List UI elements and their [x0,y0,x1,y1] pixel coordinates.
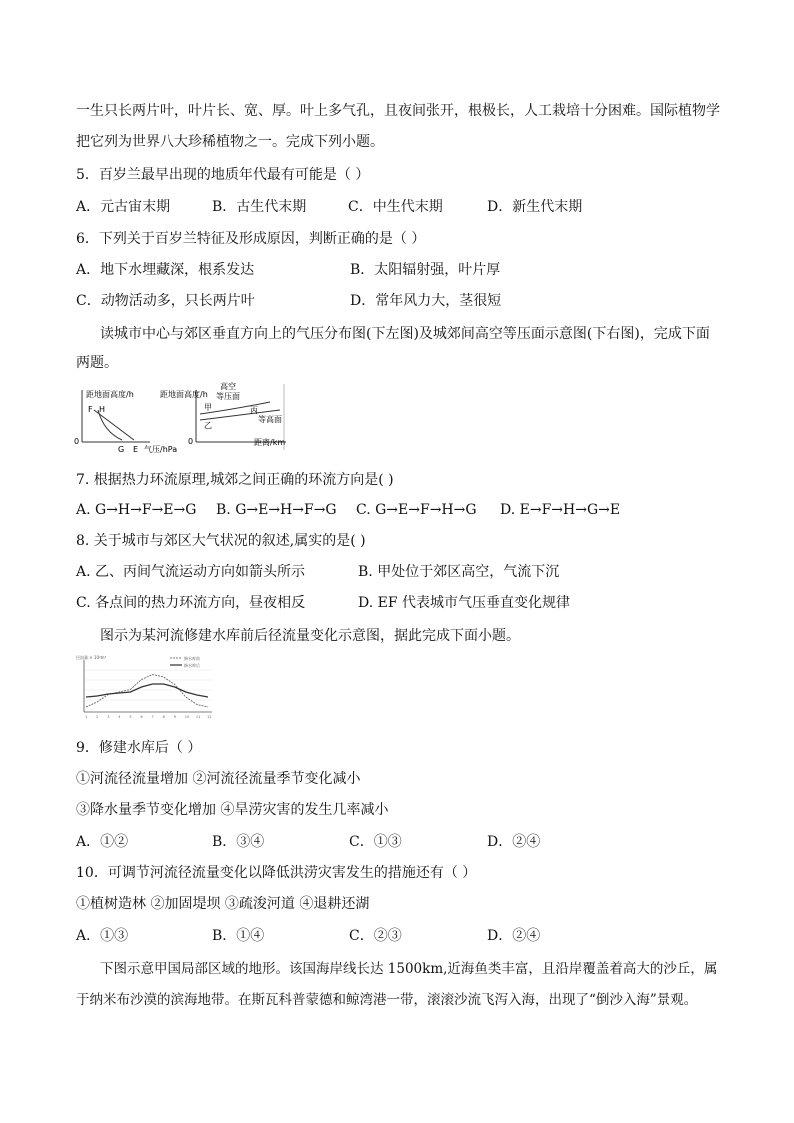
q5-option-b[interactable]: B．古生代末期 [212,199,307,215]
q8-option-c[interactable]: C. 各点间的热力环流方向，昼夜相反 [76,595,306,611]
right-origin-label: 0 [188,437,194,446]
intro-line-1: 一生只长两片叶，叶片长、宽、厚。叶上多气孔，且夜间张开，根极长，人工栽培十分困难。国际植物学 [76,103,720,119]
q7-option-c[interactable]: C. G→E→F→H→G [356,502,477,518]
q5-stem: 5．百岁兰最早出现的地质年代最有可能是（ ） [76,167,370,183]
month-tick-label: 4 [118,715,121,719]
q5-option-a[interactable]: A．元古宙末期 [76,199,171,215]
surface-label-2: 等压面 [216,392,240,401]
q10-option-c[interactable]: C．②③ [349,928,402,944]
passage2-line-2: 两题。 [76,355,118,371]
q9-option-b[interactable]: B．③④ [212,834,265,850]
q6-option-d[interactable]: D．常年风力大，茎很短 [350,293,502,309]
month-tick-label: 1 [85,715,88,719]
q10-option-d[interactable]: D．②④ [487,928,541,944]
month-tick-label: 11 [195,715,201,719]
month-tick-label: 3 [107,715,110,719]
q9-option-c[interactable]: C．①③ [349,834,402,850]
month-tick-label: 2 [96,715,99,719]
label-F: F [88,405,93,414]
passage4-line-2: 于纳米布沙漠的滨海地带。在斯瓦科普蒙德和鲸湾港一带，滚滚沙流飞泻入海，出现了“倒沙入海”景观。 [76,992,698,1008]
left-xlabel: 气压/hPa [144,445,178,454]
q5-option-c[interactable]: C．中生代末期 [348,199,443,215]
q7-option-a[interactable]: A. G→H→F→E→G [76,502,197,518]
q7-option-d[interactable]: D. E→F→H→G→E [500,502,621,518]
q8-option-d[interactable]: D. EF 代表城市气压垂直变化规律 [358,595,571,611]
q9-items-2: ③降水量季节变化增加 ④旱涝灾害的发生几率减小 [76,802,389,818]
month-tick-label: 8 [162,715,165,719]
month-tick-label: 5 [129,715,132,719]
runoff-ylabel: 径流量 × 10⁴m³ [76,655,107,660]
month-tick-label: 6 [140,715,143,719]
q6-option-a[interactable]: A．地下水埋藏深，根系发达 [76,262,255,278]
legend-after: 修水库后 [184,663,200,668]
q6-stem: 6．下列关于百岁兰特征及形成原因，判断正确的是（ ） [76,231,426,247]
passage3-line-1: 图示为某河流修建水库前后径流量变化示意图，据此完成下面小题。 [100,628,520,644]
label-jia: 甲 [204,403,212,412]
month-tick-label: 12 [207,715,212,719]
q10-option-b[interactable]: B．①④ [212,928,265,944]
q10-stem: 10．可调节河流径流量变化以降低洪涝灾害发生的措施还有（ ） [76,865,477,881]
intro-line-2: 把它列为世界八大珍稀植物之一。完成下列小题。 [76,134,384,150]
pressure-diagram [70,380,292,456]
q5-option-d[interactable]: D．新生代末期 [487,199,583,215]
q7-option-b[interactable]: B. G→E→H→F→G [216,502,337,518]
q9-stem: 9．修建水库后（ ） [76,740,202,756]
q8-option-b[interactable]: B. 甲处位于郊区高空，气流下沉 [358,564,560,580]
q10-option-a[interactable]: A．①③ [76,928,129,944]
q7-stem: 7. 根据热力环流原理,城郊之间正确的环流方向是( ) [76,472,394,488]
q6-option-b[interactable]: B．太阳辐射强，叶片厚 [350,262,501,278]
month-tick-label: 7 [151,715,154,719]
right-ylabel: 距地面高度/h [160,390,208,399]
label-G: G [118,445,125,454]
label-yi: 乙 [204,421,212,430]
q9-option-d[interactable]: D．②④ [487,834,541,850]
runoff-chart [72,652,222,722]
q9-option-a[interactable]: A．①② [76,834,129,850]
surface-label-1: 高空 [220,382,236,391]
passage2-line-1: 读城市中心与郊区垂直方向上的气压分布图(下左图)及城郊间高空等压面示意图(下右图)，完成下面 [100,326,710,342]
q6-option-c[interactable]: C．动物活动多，只长两片叶 [76,293,255,309]
label-E: E [133,445,139,454]
left-ylabel: 距地面高度/h [86,390,134,399]
q8-stem: 8. 关于城市与郊区大气状况的叙述,属实的是( ) [76,533,366,549]
label-H: H [99,405,106,414]
q10-items: ①植树造林 ②加固堤坝 ③疏浚河道 ④退耕还湖 [76,896,370,912]
legend-before: 修水库前 [184,656,200,661]
origin-label: 0 [74,437,80,446]
label-bing: 丙 [250,406,258,415]
isobar-label: 等高面 [258,415,282,424]
month-tick-label: 9 [173,715,176,719]
right-xlabel: 距离/km [254,438,286,447]
passage4-line-1: 下图示意甲国局部区域的地形。该国海岸线长达 1500km,近海鱼类丰富，且沿岸覆盖着高大的沙丘，属 [100,961,718,977]
q8-option-a[interactable]: A. 乙、丙间气流运动方向如箭头所示 [76,564,306,580]
month-tick-label: 10 [184,715,190,719]
q9-items-1: ①河流径流量增加 ②河流径流量季节变化减小 [76,771,361,787]
